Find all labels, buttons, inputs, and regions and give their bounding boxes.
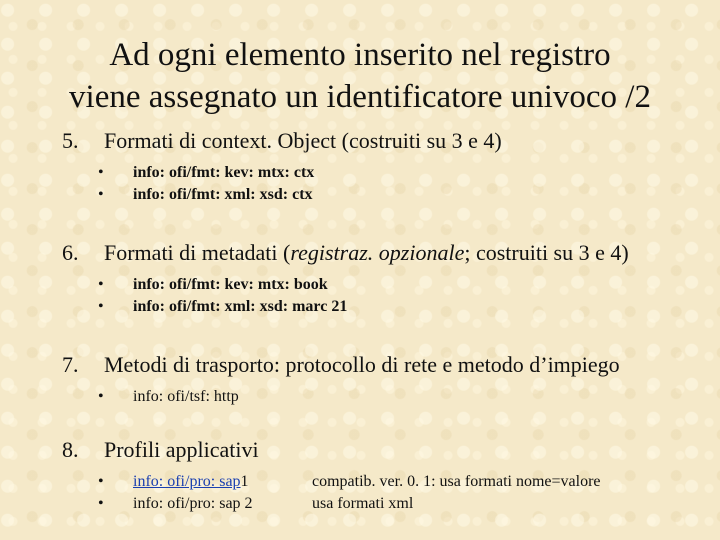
list-item [62, 162, 712, 184]
profile-identifier: info: ofi/pro: sap 2 [133, 495, 253, 512]
section-number: 7. [62, 352, 79, 377]
section-5-heading [62, 128, 712, 154]
section-heading-text: Formati di context. Object (costruiti su 3 e 4) [104, 128, 502, 153]
bullet-icon: • [98, 298, 104, 315]
section-6-heading [62, 240, 712, 266]
identifier-text: info: ofi/fmt: kev: mtx: book [133, 276, 328, 293]
section-6-list [62, 274, 712, 318]
title-line-2: viene assegnato un identificatore univoco /2 [69, 79, 651, 115]
section-number: 5. [62, 128, 79, 153]
identifier-text: info: ofi/tsf: http [133, 388, 239, 405]
profile-note: compatib. ver. 0. 1: usa formati nome=valore [312, 473, 601, 490]
list-item [62, 386, 712, 408]
profile-link[interactable]: info: ofi/pro: sap [133, 473, 241, 490]
title-line-1: Ad ogni elemento inserito nel registro [109, 37, 611, 73]
profile-link-suffix: 1 [240, 473, 249, 490]
list-item [62, 493, 712, 515]
bullet-icon: • [98, 276, 104, 293]
section-6 [62, 240, 712, 318]
identifier-text: info: ofi/fmt: xml: xsd: ctx [133, 186, 313, 203]
section-heading-text: Profili applicativi [104, 437, 259, 462]
bullet-icon: • [98, 388, 104, 405]
section-8 [62, 437, 712, 515]
section-number: 6. [62, 240, 79, 265]
section-5-list [62, 162, 712, 206]
bullet-icon: • [98, 473, 104, 490]
identifier-text: info: ofi/fmt: xml: xsd: marc 21 [133, 298, 348, 315]
section-heading-text: Metodi di trasporto: protocollo di rete e metodo d’impiego [104, 352, 620, 377]
section-7 [62, 352, 712, 408]
profile-identifier [133, 471, 249, 493]
section-heading-pre: Formati di metadati ( [104, 240, 291, 265]
section-5 [62, 128, 712, 206]
section-7-heading [62, 352, 712, 378]
slide-title [0, 34, 720, 118]
section-heading-italic: registraz. opzionale [290, 240, 465, 265]
section-8-heading [62, 437, 712, 463]
list-item [62, 471, 712, 493]
section-8-list [62, 471, 712, 515]
bullet-icon: • [98, 164, 104, 181]
bullet-icon: • [98, 186, 104, 203]
list-item [62, 274, 712, 296]
section-7-list [62, 386, 712, 408]
identifier-text: info: ofi/fmt: kev: mtx: ctx [133, 164, 315, 181]
list-item [62, 296, 712, 318]
list-item [62, 184, 712, 206]
profile-note: usa formati xml [312, 495, 414, 512]
section-number: 8. [62, 437, 79, 462]
section-heading-post: ; costruiti su 3 e 4) [464, 240, 629, 265]
bullet-icon: • [98, 495, 104, 512]
